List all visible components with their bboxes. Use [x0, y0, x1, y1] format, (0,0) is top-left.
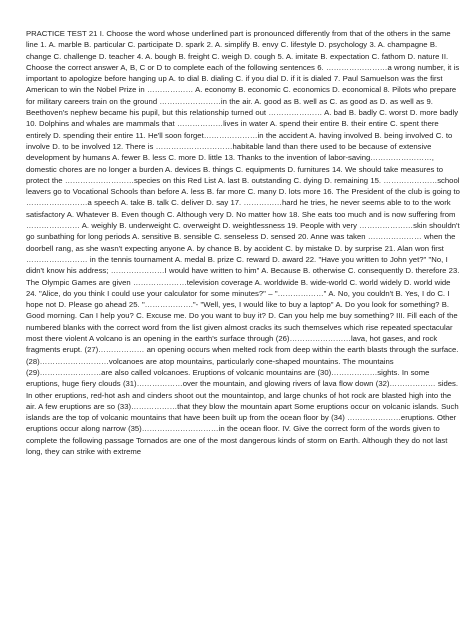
document-body-text: PRACTICE TEST 21 I. Choose the word whose underlined part is pronounced differently from that of the others in the same line 1. A. marble B. particular C. participate D. spark 2. A. simplify B. envy C. lifestyle D. psychology 3. A. champagne B. change C. challenge D. teacher 4. A. bough B. freight C. weigh D. cough 5. A. imitate B. expectation C. fathom D. nature II. Choose the correct answer A, B, C or D to complete each of the following sentences 6. ……………………a wrong number, it is important to apologize before hanging up A. to dial B. dialing C. if you dial D. if it is dialed 7. Paul Samuelson was the first American to win the Nobel Prize in ……………… A. economy B. economic C. economics D. economical 8. Pilots who prepare for military careers train on the ground ……………………in the air. A. good as B. well as C. as good as D. as well as 9. Beethoven's nephew became his pupil, but this relationship turned out ………………… A. bad B. badly C. worst D. more badly 10. Dolphins and whales are mammals that ………………lives in water A. spend their entire B. their entire C. spent there entirely D. spending their entire 11. He'll soon forget…………………in the accident A. having involved B. being involved C. to involve D. to be involved 12. There is …………………………habitable land than there used to be because of extensive development by humans A. fewer B. less C. more D. little 13. Thanks to the invention of labor-saving……………………, domestic chores are no longer a burden A. devices B. things C. equipments D. furnitures 14. We should take measures to protect the ………………………species on this Red List A. last B. outstanding C. dying D. remaining 15. …………………school leavers go to Vocational Schools than before A. less B. far more C. many D. lots more 16. The President of the club is going to ……………………a speech A. take B. talk C. deliver D. say 17. ……………hard he tries, he never seems able to to the work satisfactory A. Whatever B. Even though C. Although very D. No matter how 18. She eats too much and is now suffering from ………………… A. weighly B. underweight C. overweight D. weightlessness 19. People with very …………………skin shouldn't go sunbathing for long periods A. sensitive B. sensible C. senseless D. sensed 20. Anne was taken ………………… when the doorbell rang, as she wasn't expecting anyone A. by chance B. by accident C. by mistake D. by surprise 21. Alan won first …………………… in the tennis tournament A. medal B. prize C. reward D. award 22. "Have you written to John yet?" "No, I didn't know his address; …………………I would have written to him" A. Because B. otherwise C. consequently D. therefore 23. The Olympic Games are given …………………television coverage A. worldwide B. wide-world C. world widely D. world wide 24. "Alice, do you think I could use your calculator for some minutes?" – "………………" A. No, you couldn't B. Yes, I do C. I hope not D. Please go ahead 25. "………………."- "Well, yes, I would like to buy a laptop" A. Do you look for something? B. Good morning. Can I help you? C. Excuse me. Do you want to buy it? D. Can you help me buy something? III. Fill each of the numbered blanks with the correct word from the list given almost cracks its such themselves which rise repeated spectacular most there violent A volcano is an opening in the earth's surface through (26)……………………lava, hot gases, and rock fragments erupt. (27)……………… an opening occurs when melted rock from deep within the earth blasts through the surface. (28)………………………volcanoes are atop mountains, particularly cone-shaped mountains. The mountains (29)……………………are also called volcanoes. Eruptions of volcanic mountains are (30)………………sights. In some eruptions, huge fiery clouds (31)………………over the mountain, and glowing rivers of lava flow down (32)……………… sides. In other eruptions, red-hot ash and cinders shoot out the mountaintop, and large chunks of hot rock are blasted high into the air. A few eruptions are so (33)………………that they blow the mountain apart Some eruptions occur on volcanic islands. Such islands are the top of volcanic mountains that have been built up from the ocean floor by (34) …………………eruptions. Other eruptions occur along narrow (35)…………………………in the ocean floor. IV. Give the correct form of the words given to complete the following passage Tornados are one of the most dangerous kinds of storm on Earth. Although they do not last long, they can strike with extreme [26, 29, 460, 456]
